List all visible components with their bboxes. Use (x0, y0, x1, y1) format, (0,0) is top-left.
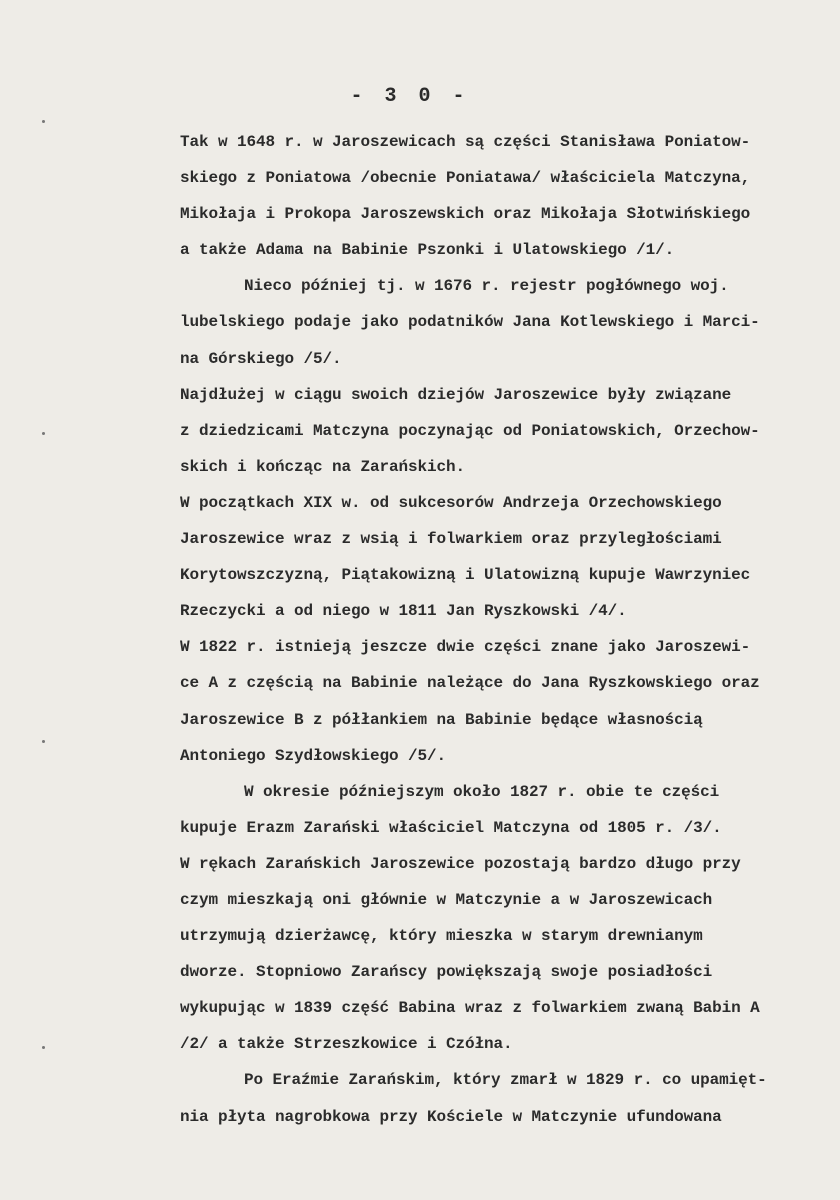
margin-mark (42, 1046, 45, 1049)
text-line: Po Eraźmie Zarańskim, który zmarł w 1829 r. co upamięt- (244, 1071, 767, 1090)
text-line: Rzeczycki a od niego w 1811 Jan Ryszkowski /4/. (180, 602, 627, 621)
text-line: dworze. Stopniowo Zarańscy powiększają swoje posiadłości (180, 963, 713, 982)
text-line: W okresie późniejszym około 1827 r. obie te części (244, 782, 720, 801)
text-body (180, 124, 810, 1135)
text-line: Mikołaja i Prokopa Jaroszewskich oraz Mikołaja Słotwińskiego (180, 205, 751, 224)
text-line: skiego z Poniatowa /obecnie Poniatawa/ właściciela Matczyna, (180, 169, 751, 188)
text-line: W początkach XIX w. od sukcesorów Andrzeja Orzechowskiego (180, 493, 722, 512)
text-line: wykupując w 1839 część Babina wraz z folwarkiem zwaną Babin A (180, 999, 760, 1018)
page-number: - 3 0 - (350, 85, 470, 108)
text-line: ce A z częścią na Babinie należące do Jana Ryszkowskiego oraz (180, 674, 760, 693)
margin-mark (42, 120, 45, 123)
text-line: W 1822 r. istnieją jeszcze dwie części znane jako Jaroszewi- (180, 638, 751, 657)
text-line: Jaroszewice B z półłankiem na Babinie będące własnością (180, 710, 703, 729)
text-line: Korytowszczyzną, Piątakowizną i Ulatowizną kupuje Wawrzyniec (180, 566, 751, 585)
text-line: utrzymują dzierżawcę, który mieszka w starym drewnianym (180, 927, 703, 946)
text-line: na Górskiego /5/. (180, 349, 342, 368)
margin-mark (42, 432, 45, 435)
text-line: Tak w 1648 r. w Jaroszewicach są części Stanisława Poniatow- (180, 133, 751, 151)
text-line: Antoniego Szydłowskiego /5/. (180, 746, 447, 765)
margin-mark (42, 740, 45, 743)
text-line: lubelskiego podaje jako podatników Jana Kotlewskiego i Marci- (180, 313, 760, 332)
text-line: czym mieszkają oni głównie w Matczynie a w Jaroszewicach (180, 890, 713, 909)
text-line: kupuje Erazm Zarański właściciel Matczyna od 1805 r. /3/. (180, 818, 722, 837)
text-line: /2/ a także Strzeszkowice i Czółna. (180, 1035, 513, 1054)
text-line: a także Adama na Babinie Pszonki i Ulatowskiego /1/. (180, 241, 675, 260)
text-line: z dziedzicami Matczyna poczynając od Poniatowskich, Orzechow- (180, 421, 760, 440)
text-line: skich i kończąc na Zarańskich. (180, 457, 466, 476)
text-line: Nieco później tj. w 1676 r. rejestr pogłównego woj. (244, 277, 729, 296)
text-line: W rękach Zarańskich Jaroszewice pozostają bardzo długo przy (180, 854, 741, 873)
text-line: nia płyta nagrobkowa przy Kościele w Matczynie ufundowana (180, 1107, 722, 1126)
text-line: Najdłużej w ciągu swoich dziejów Jaroszewice były związane (180, 385, 732, 404)
text-line: Jaroszewice wraz z wsią i folwarkiem oraz przyległościami (180, 530, 722, 549)
